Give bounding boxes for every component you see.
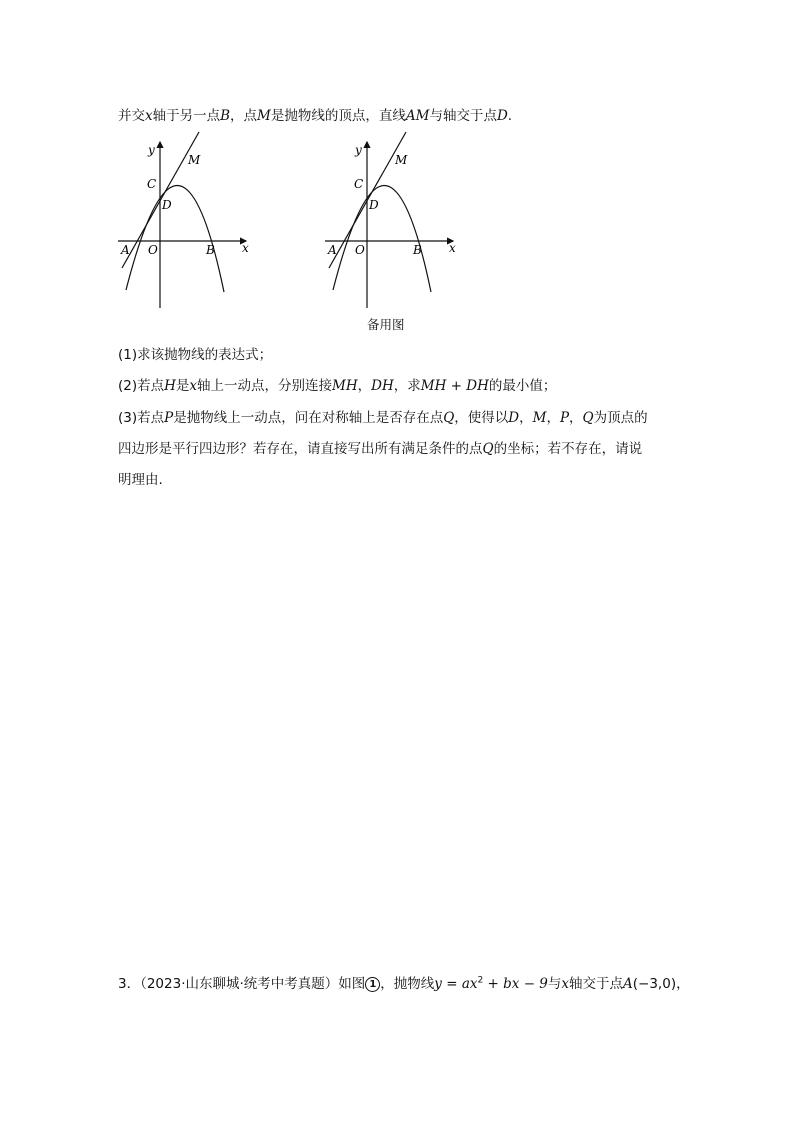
text: 轴于另一点 bbox=[152, 108, 221, 124]
text: (2)若点 bbox=[118, 378, 165, 394]
figure-svg bbox=[118, 130, 258, 312]
problem-number: 3． bbox=[118, 976, 141, 992]
text: ，点 bbox=[230, 108, 258, 124]
var: MH bbox=[420, 378, 447, 394]
var: x bbox=[189, 378, 198, 394]
label-d: D bbox=[369, 198, 379, 212]
intro-line bbox=[118, 104, 512, 124]
var: M bbox=[257, 108, 271, 124]
text: 的坐标；若不存在，请说 bbox=[493, 441, 643, 457]
text: 轴上一动点，分别连接 bbox=[197, 378, 333, 394]
label-x: x bbox=[242, 241, 249, 255]
var: P bbox=[164, 410, 174, 426]
text: ， bbox=[676, 976, 690, 992]
text: 为顶点的 bbox=[593, 410, 648, 426]
text: ，使得以 bbox=[454, 410, 509, 426]
problem-3-line bbox=[118, 972, 690, 992]
label-c: C bbox=[354, 177, 364, 191]
question-2 bbox=[118, 374, 556, 394]
text: 与轴交于点 bbox=[429, 108, 497, 124]
text: 是 bbox=[175, 378, 190, 394]
text: 是抛物线上一动点，问在对称轴上是否存在点 bbox=[173, 410, 444, 426]
text: ， bbox=[357, 378, 372, 394]
var: DH bbox=[371, 378, 394, 394]
parabola-figure-main bbox=[118, 130, 258, 316]
label-y: y bbox=[355, 143, 362, 157]
exponent: 2 bbox=[477, 975, 484, 986]
text: ， bbox=[569, 410, 583, 426]
var: H bbox=[164, 378, 176, 394]
circled-number-icon: 1 bbox=[365, 977, 380, 992]
text: 并交 bbox=[118, 108, 145, 124]
text: ，求 bbox=[393, 378, 421, 394]
text: 与 bbox=[547, 976, 562, 992]
var: D bbox=[496, 108, 508, 124]
var: B bbox=[220, 108, 231, 124]
question-3-line-3: 明理由. bbox=[118, 472, 163, 488]
var: Q bbox=[582, 410, 594, 426]
label-m: M bbox=[395, 153, 408, 167]
label-b: B bbox=[413, 243, 422, 257]
var: P bbox=[559, 410, 570, 426]
text: ，抛物线 bbox=[380, 976, 435, 992]
var: x bbox=[145, 108, 153, 124]
question-1: (1)求该抛物线的表达式； bbox=[118, 347, 273, 363]
text: ， bbox=[546, 410, 560, 426]
label-a: A bbox=[328, 243, 337, 257]
var: + bx − 9 bbox=[483, 976, 548, 992]
figure-caption: 备用图 bbox=[367, 317, 405, 332]
text: 的最小值； bbox=[488, 378, 557, 394]
text: (3)若点 bbox=[118, 410, 165, 426]
var: y bbox=[434, 976, 442, 992]
question-3-line-1 bbox=[118, 406, 648, 426]
var: Q bbox=[443, 410, 455, 426]
var: A bbox=[623, 976, 633, 992]
var: Q bbox=[482, 441, 494, 457]
var: DH bbox=[466, 378, 489, 394]
label-o: O bbox=[148, 243, 158, 257]
label-y: y bbox=[148, 143, 155, 157]
var: D bbox=[508, 410, 520, 426]
text: 轴交于点 bbox=[569, 976, 624, 992]
coordinate: (−3,0) bbox=[632, 976, 677, 992]
text: （2023·山东聊城·统考中考真题）如图 bbox=[140, 976, 366, 992]
figure-svg bbox=[325, 130, 465, 312]
label-d: D bbox=[162, 198, 172, 212]
text: 是抛物线的顶点，直线 bbox=[270, 108, 406, 124]
question-3-line-2 bbox=[118, 437, 642, 457]
text: 四边形是平行四边形？若存在，请直接写出所有满足条件的点 bbox=[118, 441, 483, 457]
text: = bbox=[441, 976, 462, 992]
label-b: B bbox=[206, 243, 215, 257]
parabola-figure-spare bbox=[325, 130, 465, 316]
label-a: A bbox=[121, 243, 130, 257]
label-x: x bbox=[449, 241, 456, 255]
var: ax bbox=[461, 976, 478, 992]
label-c: C bbox=[147, 177, 157, 191]
label-m: M bbox=[188, 153, 201, 167]
var: M bbox=[532, 410, 547, 426]
var: AM bbox=[405, 108, 430, 124]
label-o: O bbox=[355, 243, 365, 257]
parabola-curve bbox=[333, 185, 431, 292]
text: . bbox=[507, 108, 513, 124]
text: + bbox=[446, 378, 467, 394]
parabola-curve bbox=[126, 185, 224, 292]
text: ， bbox=[519, 410, 533, 426]
var: MH bbox=[332, 378, 358, 394]
var: x bbox=[561, 976, 570, 992]
